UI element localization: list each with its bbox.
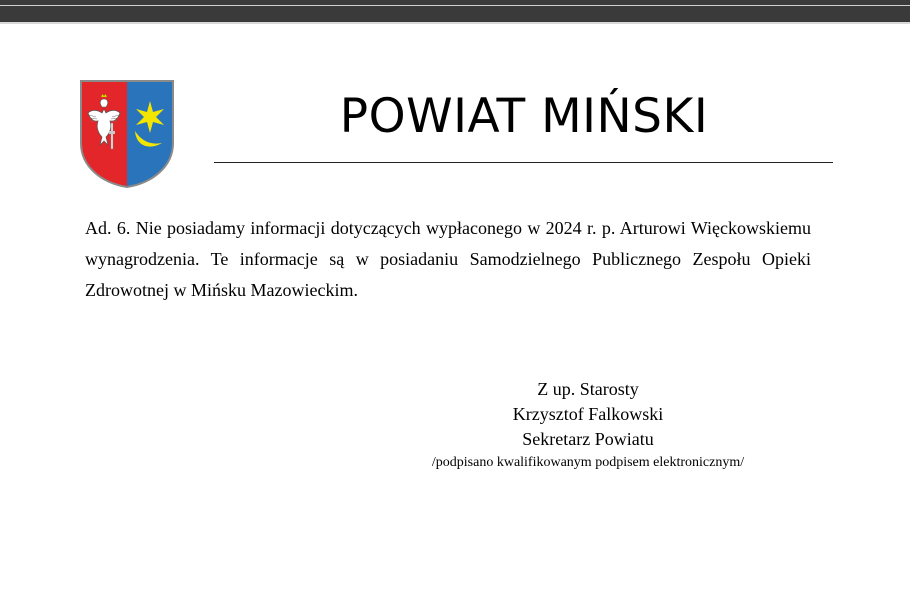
signature-block bbox=[400, 377, 776, 473]
signature-name: Krzysztof Falkowski bbox=[512, 404, 664, 424]
page-title: POWIAT MIŃSKI bbox=[339, 89, 709, 144]
signature-position: Sekretarz Powiatu bbox=[522, 429, 654, 449]
title-divider bbox=[214, 162, 833, 163]
top-bar bbox=[0, 0, 910, 22]
coat-of-arms-icon bbox=[78, 79, 176, 189]
top-bar-divider bbox=[0, 22, 910, 24]
signature-authorization: Z up. Starosty bbox=[537, 379, 639, 399]
electronic-signature-note: /podpisano kwalifikowanym podpisem elektronicznym/ bbox=[431, 455, 745, 470]
body-paragraph: Ad. 6. Nie posiadamy informacji dotyczących wypłaconego w 2024 r. p. Arturowi Więckowskiemu wynagrodzenia. Te informacje są w posiadaniu Samodzielnego Publicznego Zespołu Opieki Zdrowotnej w Mińsku Mazowieckim. bbox=[85, 218, 811, 300]
